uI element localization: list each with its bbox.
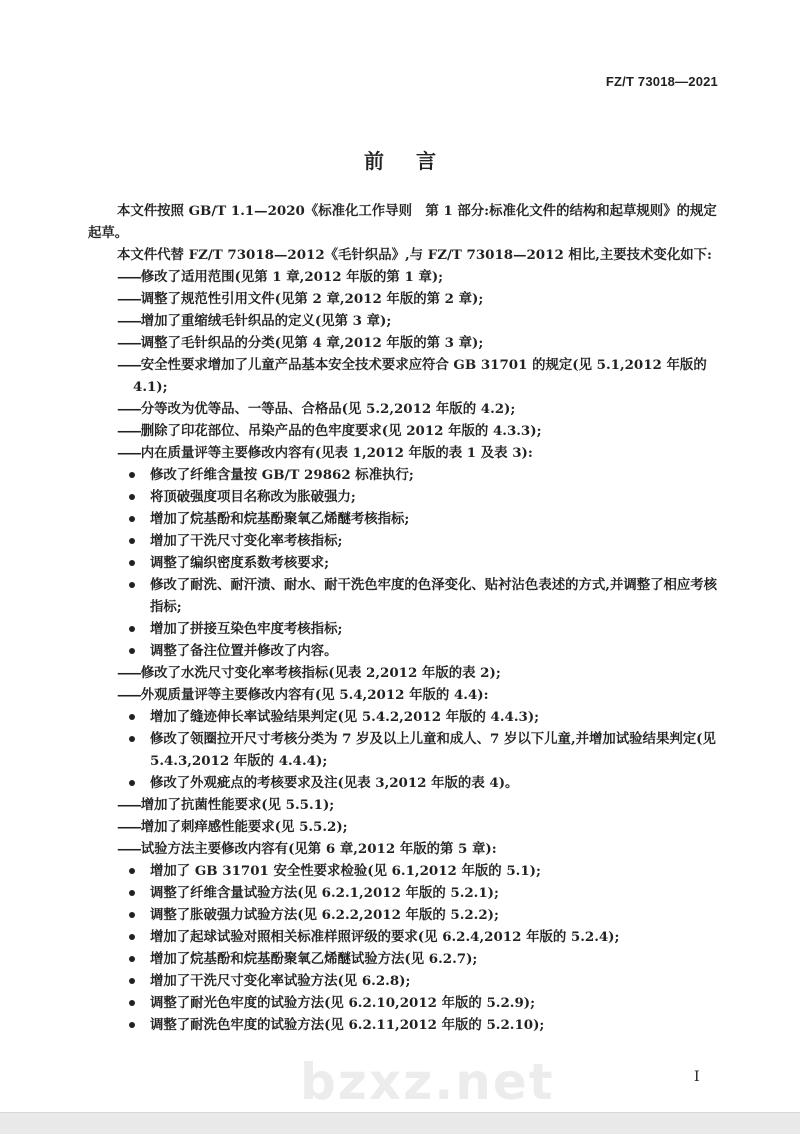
item-text: 修改了领圈拉开尺寸考核分类为 7 岁及以上儿童和成人、7 岁以下儿童,并增加试验结果判定(见 5.4.3,2012 年版的 4.4.4); <box>150 731 716 769</box>
change-subitem <box>88 992 718 1014</box>
item-text: 调整了规范性引用文件(见第 2 章,2012 年版的第 2 章); <box>140 291 484 307</box>
document-body <box>88 200 718 1036</box>
change-item <box>88 794 718 816</box>
item-text: 调整了备注位置并修改了内容。 <box>150 643 338 659</box>
change-subitem <box>88 772 718 794</box>
change-subitem <box>88 574 718 618</box>
item-text: 内在质量评等主要修改内容有(见表 1,2012 年版的表 1 及表 3): <box>140 445 533 461</box>
page-number: I <box>694 1069 700 1085</box>
item-text: 增加了烷基酚和烷基酚聚氧乙烯醚试验方法(见 6.2.7); <box>150 951 478 967</box>
change-item <box>88 310 718 332</box>
item-text: 增加了缝迹伸长率试验结果判定(见 5.4.2,2012 年版的 4.4.3); <box>150 709 540 725</box>
change-item <box>88 684 718 706</box>
change-item <box>88 838 718 860</box>
item-text: 增加了拼接互染色牢度考核指标; <box>150 621 343 637</box>
item-text: 调整了编织密度系数考核要求; <box>150 555 330 571</box>
change-subitem <box>88 706 718 728</box>
change-item <box>88 442 718 464</box>
item-text: 修改了水洗尺寸变化率考核指标(见表 2,2012 年版的表 2); <box>140 665 501 681</box>
change-subitem <box>88 530 718 552</box>
bullet-icon <box>129 472 135 478</box>
item-text: 将顶破强度项目名称改为胀破强力; <box>150 489 356 505</box>
bullet-icon <box>129 736 135 742</box>
watermark: bzxz.net <box>300 1053 555 1111</box>
item-text: 调整了胀破强力试验方法(见 6.2.2,2012 年版的 5.2.2); <box>150 907 499 923</box>
bullet-icon <box>129 780 135 786</box>
change-subitem <box>88 486 718 508</box>
item-text: 分等改为优等品、一等品、合格品(见 5.2,2012 年版的 4.2); <box>140 401 516 417</box>
item-text: 调整了纤维含量试验方法(见 6.2.1,2012 年版的 5.2.1); <box>150 885 499 901</box>
item-text: 增加了干洗尺寸变化率试验方法(见 6.2.8); <box>150 973 411 989</box>
change-item <box>88 354 718 398</box>
item-text: 试验方法主要修改内容有(见第 6 章,2012 年版的第 5 章): <box>140 841 497 857</box>
item-text: 调整了耐洗色牢度的试验方法(见 6.2.11,2012 年版的 5.2.10); <box>150 1017 545 1033</box>
change-subitem <box>88 464 718 486</box>
change-list <box>88 266 718 1036</box>
bullet-icon <box>129 978 135 984</box>
change-subitem <box>88 904 718 926</box>
change-subitem <box>88 948 718 970</box>
item-text: 修改了纤维含量按 GB/T 29862 标准执行; <box>150 467 414 483</box>
bullet-icon <box>129 890 135 896</box>
bullet-icon <box>129 560 135 566</box>
change-item <box>88 420 718 442</box>
item-text: 修改了耐洗、耐汗渍、耐水、耐干洗色牢度的色泽变化、贴衬沾色表述的方式,并调整了相应考核指标; <box>150 577 718 615</box>
change-item <box>88 288 718 310</box>
item-text: 调整了毛针织品的分类(见第 4 章,2012 年版的第 3 章); <box>140 335 484 351</box>
item-text: 修改了适用范围(见第 1 章,2012 年版的第 1 章); <box>140 269 444 285</box>
item-text: 增加了干洗尺寸变化率考核指标; <box>150 533 343 549</box>
change-subitem <box>88 882 718 904</box>
item-text: 外观质量评等主要修改内容有(见 5.4,2012 年版的 4.4): <box>140 687 489 703</box>
bullet-icon <box>129 516 135 522</box>
item-text: 增加了烷基酚和烷基酚聚氧乙烯醚考核指标; <box>150 511 410 527</box>
change-item <box>88 398 718 420</box>
bullet-icon <box>129 538 135 544</box>
bullet-icon <box>129 956 135 962</box>
bullet-icon <box>129 1000 135 1006</box>
change-item <box>88 662 718 684</box>
bullet-icon <box>129 912 135 918</box>
change-subitem <box>88 508 718 530</box>
change-subitem <box>88 860 718 882</box>
change-subitem <box>88 1014 718 1036</box>
change-item <box>88 332 718 354</box>
change-subitem <box>88 552 718 574</box>
change-subitem <box>88 728 718 772</box>
change-subitem <box>88 618 718 640</box>
change-subitem <box>88 970 718 992</box>
item-text: 增加了刺痒感性能要求(见 5.5.2); <box>140 819 348 835</box>
change-item <box>88 816 718 838</box>
bullet-icon <box>129 714 135 720</box>
bullet-icon <box>129 934 135 940</box>
paragraph: 本文件按照 GB/T 1.1—2020《标准化工作导则 第 1 部分:标准化文件的结构和起草规则》的规定起草。 <box>88 203 717 241</box>
item-text: 增加了起球试验对照相关标准样照评级的要求(见 6.2.4,2012 年版的 5.2.4); <box>150 929 620 945</box>
title-char: 言 <box>416 149 436 173</box>
item-text: 增加了抗菌性能要求(见 5.5.1); <box>140 797 335 813</box>
bullet-icon <box>129 626 135 632</box>
item-text: 调整了耐光色牢度的试验方法(见 6.2.10,2012 年版的 5.2.9); <box>150 995 536 1011</box>
bullet-icon <box>129 494 135 500</box>
item-text: 删除了印花部位、吊染产品的色牢度要求(见 2012 年版的 4.3.3); <box>140 423 542 439</box>
bullet-icon <box>129 582 135 588</box>
bullet-icon <box>129 648 135 654</box>
change-subitem <box>88 640 718 662</box>
change-item <box>88 266 718 288</box>
bullet-icon <box>129 868 135 874</box>
item-text: 增加了 GB 31701 安全性要求检验(见 6.1,2012 年版的 5.1); <box>150 863 541 879</box>
title-char: 前 <box>364 149 384 173</box>
change-subitem <box>88 926 718 948</box>
item-text: 安全性要求增加了儿童产品基本安全技术要求应符合 GB 31701 的规定(见 5.1,2012 年版的 4.1); <box>133 357 707 395</box>
paragraph: 本文件代替 FZ/T 73018—2012《毛针织品》,与 FZ/T 73018—2012 相比,主要技术变化如下: <box>117 247 712 263</box>
item-text: 修改了外观疵点的考核要求及注(见表 3,2012 年版的表 4)。 <box>150 775 519 791</box>
standard-number: FZ/T 73018—2021 <box>605 74 718 89</box>
item-text: 增加了重缩绒毛针织品的定义(见第 3 章); <box>140 313 392 329</box>
page-title <box>0 145 800 174</box>
bullet-icon <box>129 1022 135 1028</box>
